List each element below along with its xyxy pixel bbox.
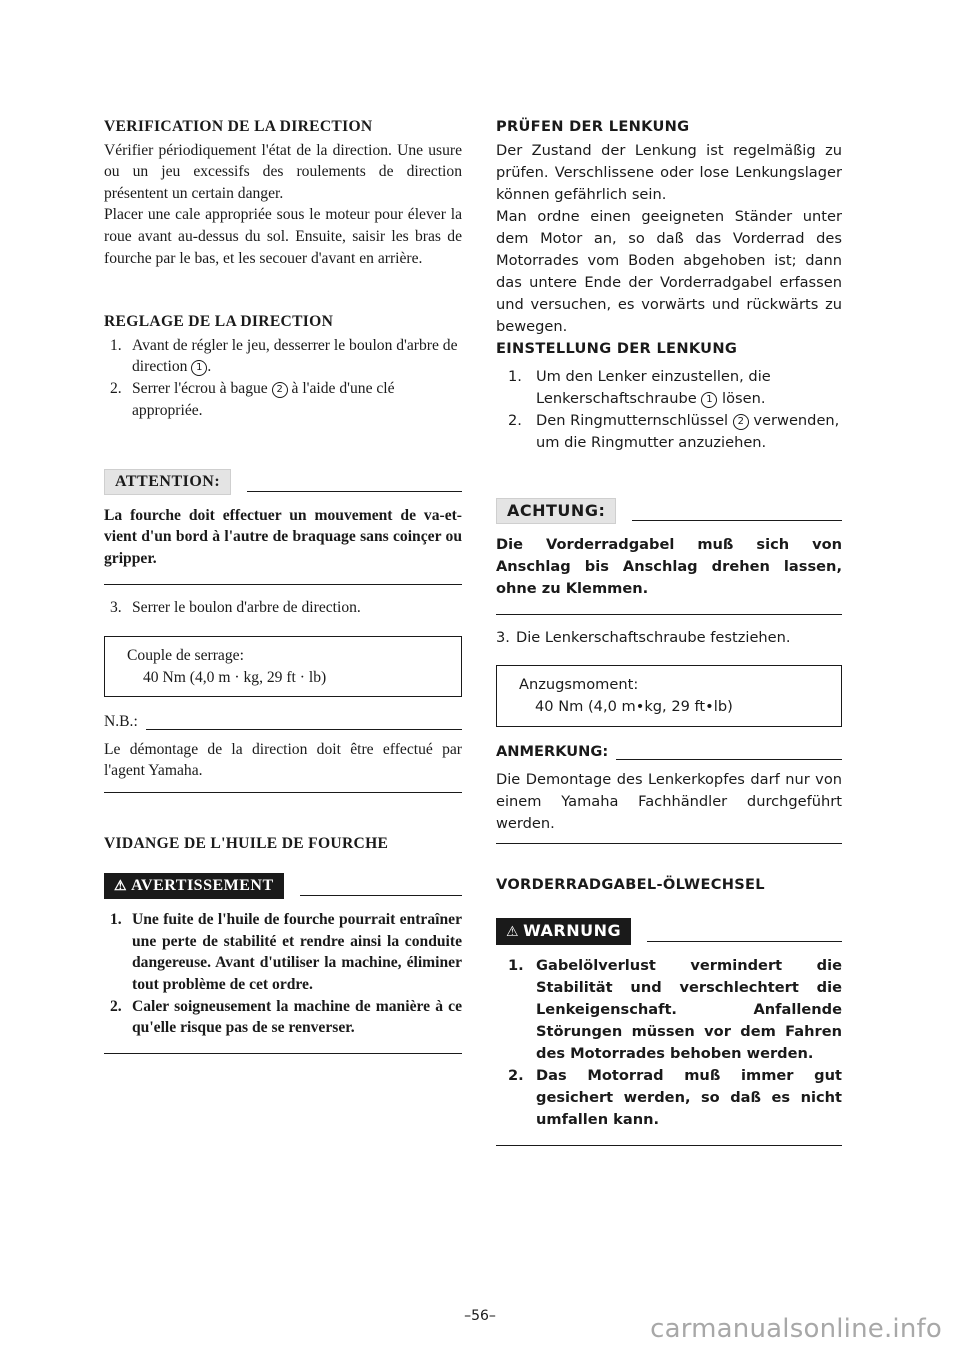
- anmerkung-text: Die Demontage des Lenkerkopfes darf nur von einem Yamaha Fachhändler durchgeführt werden.: [496, 771, 842, 832]
- warning-triangle-icon: ⚠: [506, 924, 520, 940]
- achtung-text: Die Vorderradgabel muß sich von Anschlag bis Anschlag drehen lassen, ohne zu Klemmen.: [496, 536, 842, 597]
- torque-value: 40 Nm (4,0 m•kg, 29 ft•lb): [535, 698, 733, 715]
- attention-label: ATTENTION:: [104, 469, 231, 495]
- callout-2-icon: 2: [272, 382, 288, 398]
- attention-end-rule: [104, 584, 462, 585]
- avertissement-item-2: 2. Caler soigneusement la machine de manière à ce qu'elle risque pas de se renverser.: [110, 997, 462, 1037]
- avertissement-item-1: 1. Une fuite de l'huile de fourche pourrait entraîner une perte de stabilité et rendre ainsi la conduite dangereuse. Avant d'utiliser la machine, éliminer tout problème de cet ordre.: [110, 911, 462, 994]
- warnung-item-2: 2. Das Motorrad muß immer gut gesichert werden, so daß es nicht umfallen kann.: [508, 1067, 842, 1128]
- warnung-item-1: 1. Gabelölverlust vermindert die Stabilität und verschlechtert die Lenkeigenschaft. Anfallende Störungen müssen vor dem Fahren des Motorrades behoben werden.: [508, 957, 842, 1062]
- step-3-list: [496, 627, 842, 649]
- vidange-title: VIDANGE DE L'HUILE DE FOURCHE: [104, 835, 389, 853]
- attention-text: La fourche doit effectuer un mouvement de va-et-vient d'un bord à l'autre de braquage sans coinçer ou gripper.: [104, 506, 462, 567]
- warnung-list: [496, 955, 842, 1131]
- verif-title: VERIFICATION DE LA DIRECTION: [104, 118, 373, 135]
- torque-box: [496, 665, 842, 727]
- attention-notice: [104, 469, 462, 495]
- french-column: [104, 116, 462, 1054]
- callout-1-icon: 1: [701, 392, 717, 408]
- anmerkung-label: ANMERKUNG:: [496, 743, 609, 760]
- reglage-step-2: 2. Serrer l'écrou à bague 2 à l'aide d'une clé appropriée.: [110, 379, 395, 419]
- watermark: carmanualsonline.info: [650, 1314, 942, 1344]
- avertissement-list: [104, 909, 462, 1039]
- torque-label: Couple de serrage:: [127, 647, 244, 665]
- nb-text: Le démontage de la direction doit être effectué par l'agent Yamaha.: [104, 740, 462, 780]
- reglage-title: REGLAGE DE LA DIRECTION: [104, 313, 334, 331]
- achtung-notice: [496, 498, 842, 524]
- pruefen-text: Der Zustand der Lenkung ist regelmäßig zu prüfen. Verschlissene oder lose Lenkungslager können gefährlich sein.: [496, 142, 842, 203]
- step-3-list: [104, 597, 462, 619]
- avertissement-notice: [104, 873, 462, 900]
- avertissement-end-rule: [104, 1053, 462, 1054]
- reglage-steps: [104, 335, 462, 421]
- warnung-end-rule: [496, 1145, 842, 1146]
- einstellung-step-2: 2. Den Ringmutternschlüssel 2 verwenden, um die Ringmutter anzuziehen.: [508, 412, 840, 451]
- torque-value: 40 Nm (4,0 m · kg, 29 ft · lb): [143, 668, 327, 686]
- torque-box: [104, 636, 462, 697]
- avertissement-label: ⚠ AVERTISSEMENT: [104, 873, 284, 900]
- pruefen-text-2: Man ordne einen geeigneten Ständer unter dem Motor an, so daß das Vorderrad des Motorrades vom Boden abgehoben ist; dann das untere Ende der Vorderradgabel erfassen und versuchen, es vorwärts und rückwärts zu bewegen.: [496, 208, 842, 335]
- anmerkung-notice: [496, 741, 842, 763]
- german-column: [496, 116, 842, 1146]
- step-3: 3. Die Lenkerschaftschraube festziehen.: [496, 629, 791, 646]
- einstellung-steps: [496, 366, 842, 454]
- einstellung-step-1: 1. Um den Lenker einzustellen, die Lenkerschaftschraube 1 lösen.: [508, 368, 771, 407]
- achtung-end-rule: [496, 614, 842, 615]
- verif-text: Vérifier périodiquement l'état de la direction. Une usure ou un jeu excessifs des roulements de direction présentent un certain danger.: [104, 141, 462, 202]
- achtung-label: ACHTUNG:: [496, 498, 616, 524]
- oelwechsel-title: VORDERRADGABEL-ÖLWECHSEL: [496, 876, 765, 893]
- callout-2-icon: 2: [733, 414, 749, 430]
- step-3: 3. Serrer le boulon d'arbre de direction.: [110, 598, 361, 616]
- verif-text-2: Placer une cale appropriée sous le moteur pour élever la roue avant au-dessus du sol. Ensuite, saisir les bras de fourche par le bas, et les secouer d'avant en arrière.: [104, 206, 462, 267]
- nb-label: N.B.:: [104, 713, 138, 731]
- torque-label: Anzugsmoment:: [519, 676, 639, 693]
- warnung-notice: [496, 918, 842, 945]
- warning-triangle-icon: ⚠: [114, 878, 128, 894]
- page-number: –56–: [464, 1308, 496, 1324]
- einstellung-title: EINSTELLUNG DER LENKUNG: [496, 340, 738, 357]
- reglage-step-1: 1. Avant de régler le jeu, desserrer le boulon d'arbre de direction 1 .: [110, 336, 458, 376]
- nb-notice: [104, 711, 462, 733]
- pruefen-title: PRÜFEN DER LENKUNG: [496, 118, 690, 135]
- warnung-label: ⚠ WARNUNG: [496, 918, 631, 945]
- callout-1-icon: 1: [191, 360, 207, 376]
